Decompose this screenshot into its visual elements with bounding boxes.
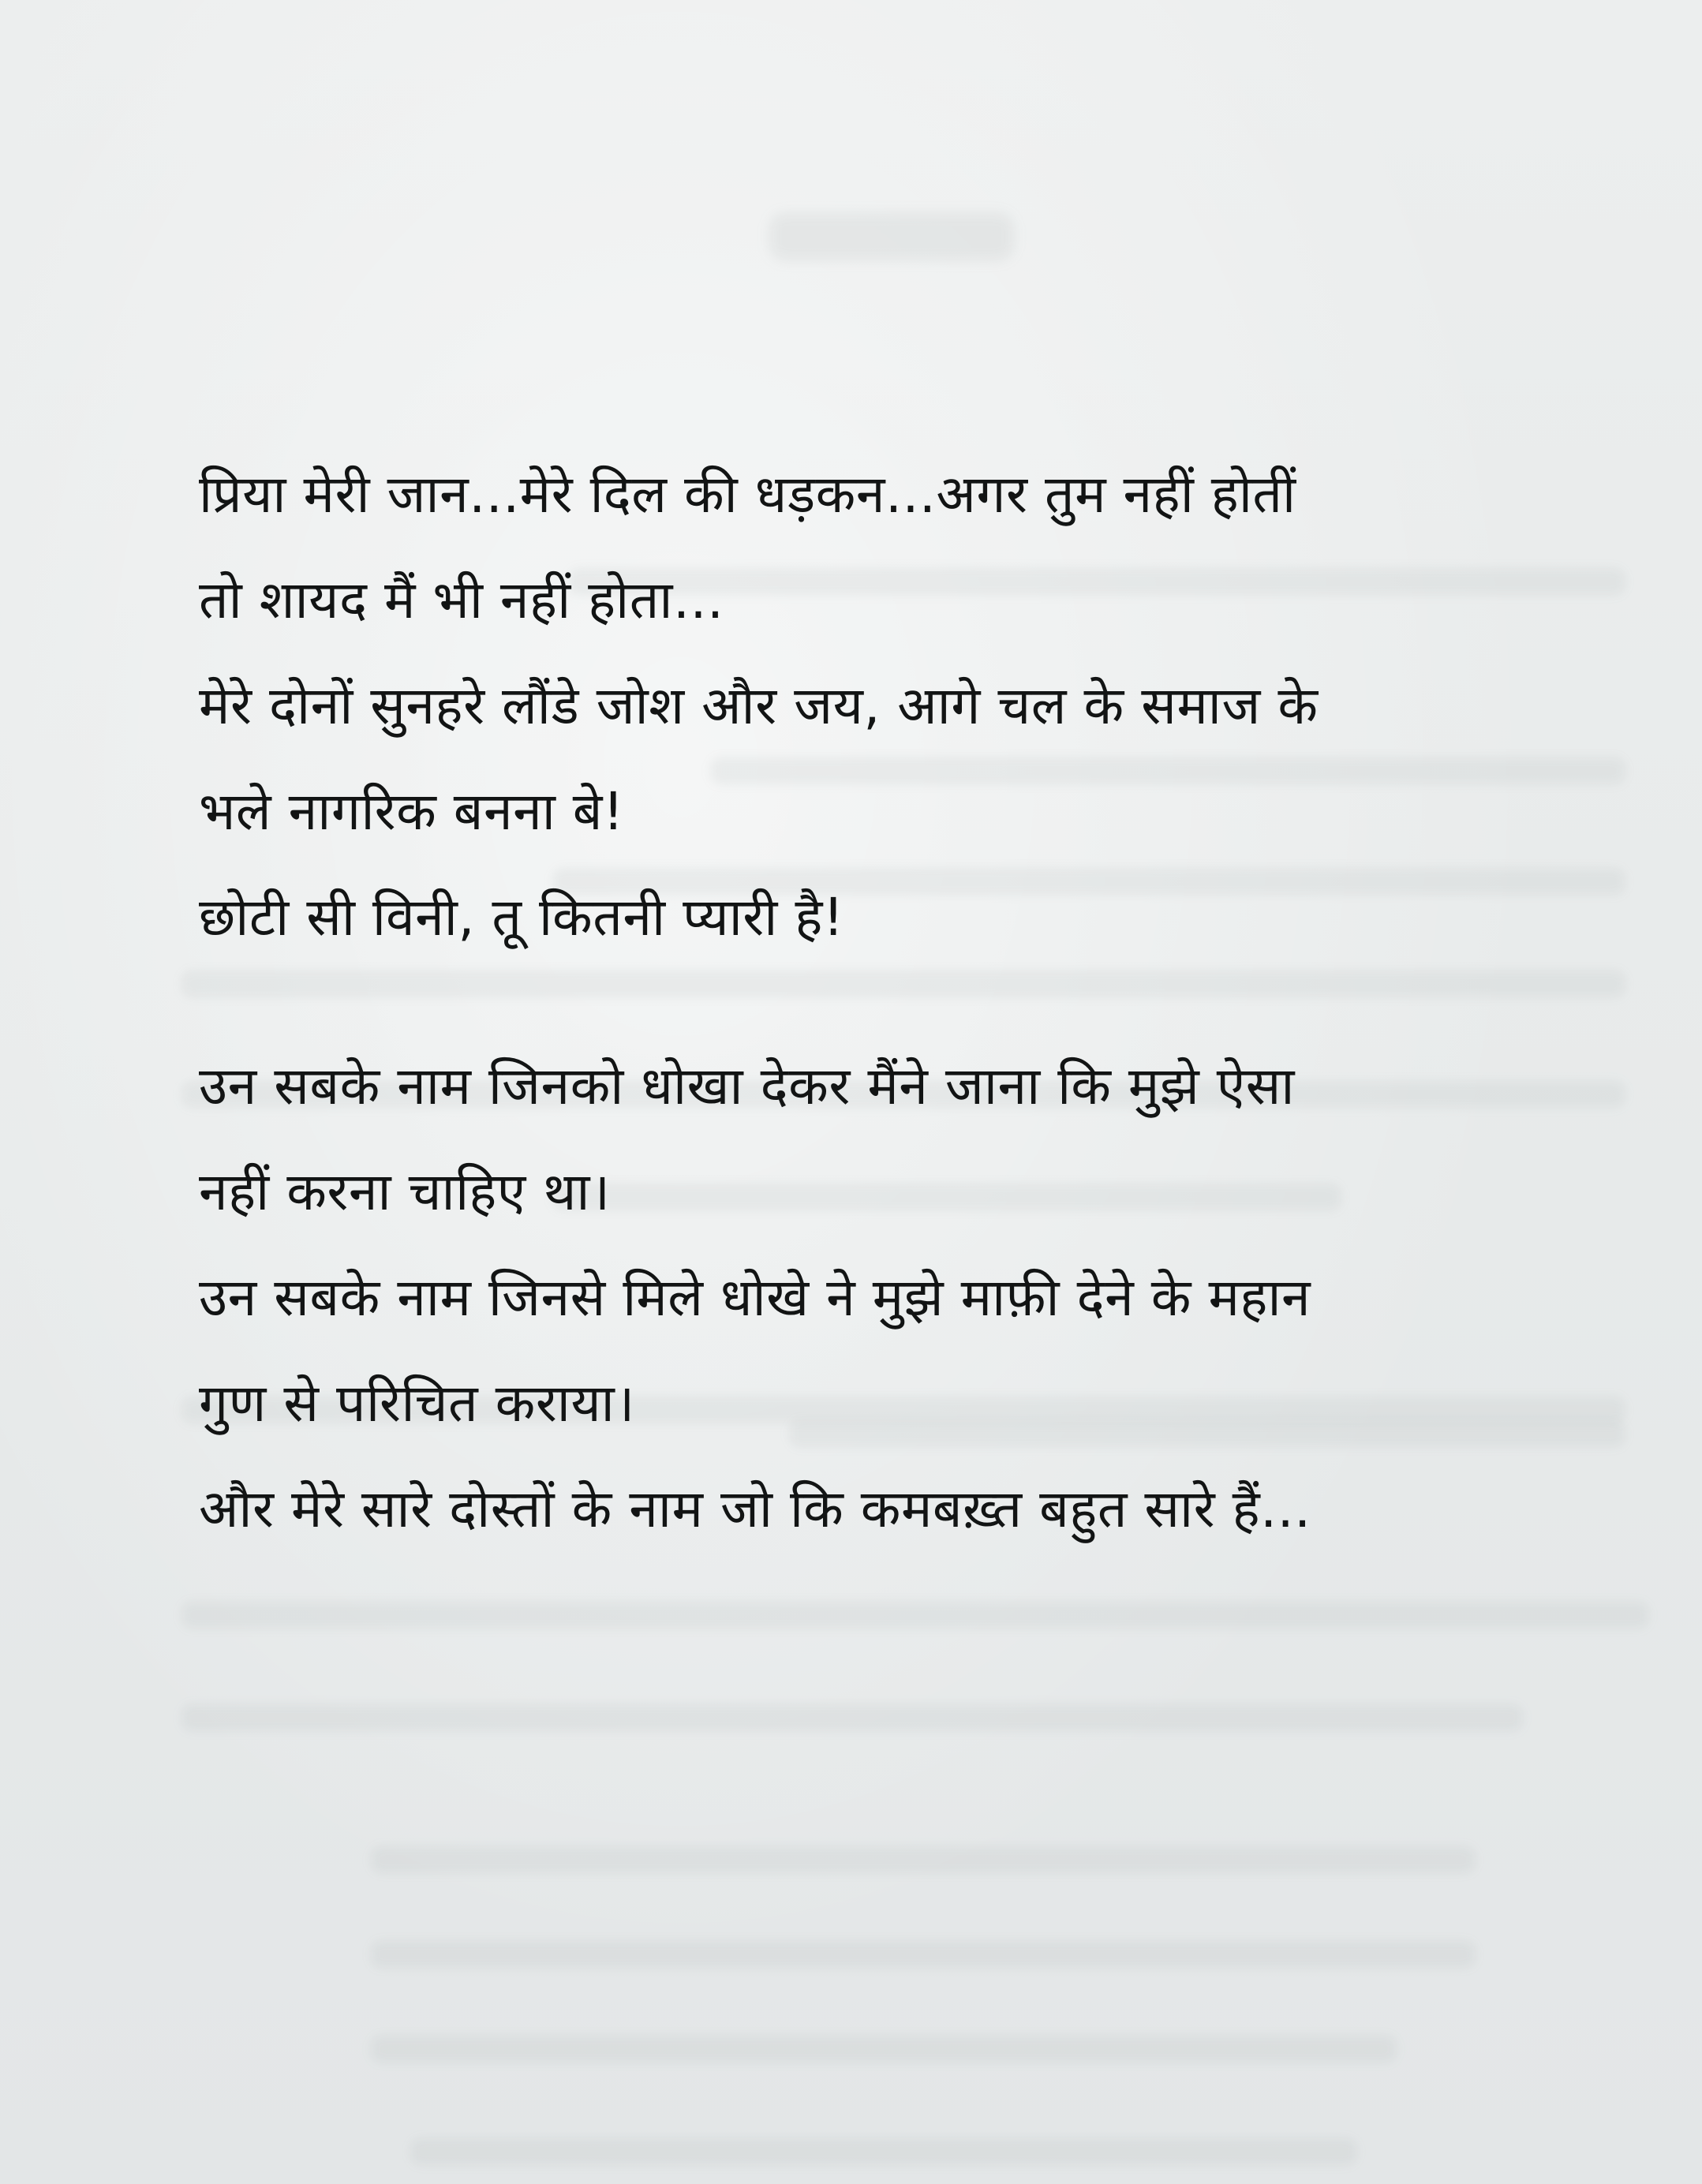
dedication-text [199,442,1603,1562]
paragraph-friends [199,1457,1603,1562]
text-line: मेरे दोनों सुनहरे लौंडे जोश और जय, आगे चल के समाज के [199,675,1319,736]
text-line: छोटी सी विनी, तू कितनी प्यारी है! [199,887,844,948]
paragraph-sons [199,653,1603,865]
dedication-group-others [199,1034,1603,1562]
text-line: उन सबके नाम जिनको धोखा देकर मैंने जाना कि मुझे ऐसा [199,1056,1295,1116]
paragraph-vini [199,865,1603,970]
dedication-group-family [199,442,1603,970]
paragraph-priya [199,442,1603,653]
text-line: तो शायद मैं भी नहीं होता... [199,570,724,630]
paragraph-deceived [199,1034,1603,1245]
text-line: गुण से परिचित कराया। [199,1373,635,1434]
text-line: उन सबके नाम जिनसे मिले धोखे ने मुझे माफ़ी देने के महान [199,1267,1311,1328]
paragraph-forgiveness [199,1245,1603,1457]
paragraph-gap [199,970,1603,1034]
text-line: भले नागरिक बनना बे! [199,781,624,842]
text-line: और मेरे सारे दोस्तों के नाम जो कि कमबख़्त बहुत सारे हैं... [199,1479,1311,1539]
text-line: प्रिया मेरी जान...मेरे दिल की धड़कन...अगर तुम नहीं होतीं [199,464,1296,525]
text-line: नहीं करना चाहिए था। [199,1161,611,1222]
